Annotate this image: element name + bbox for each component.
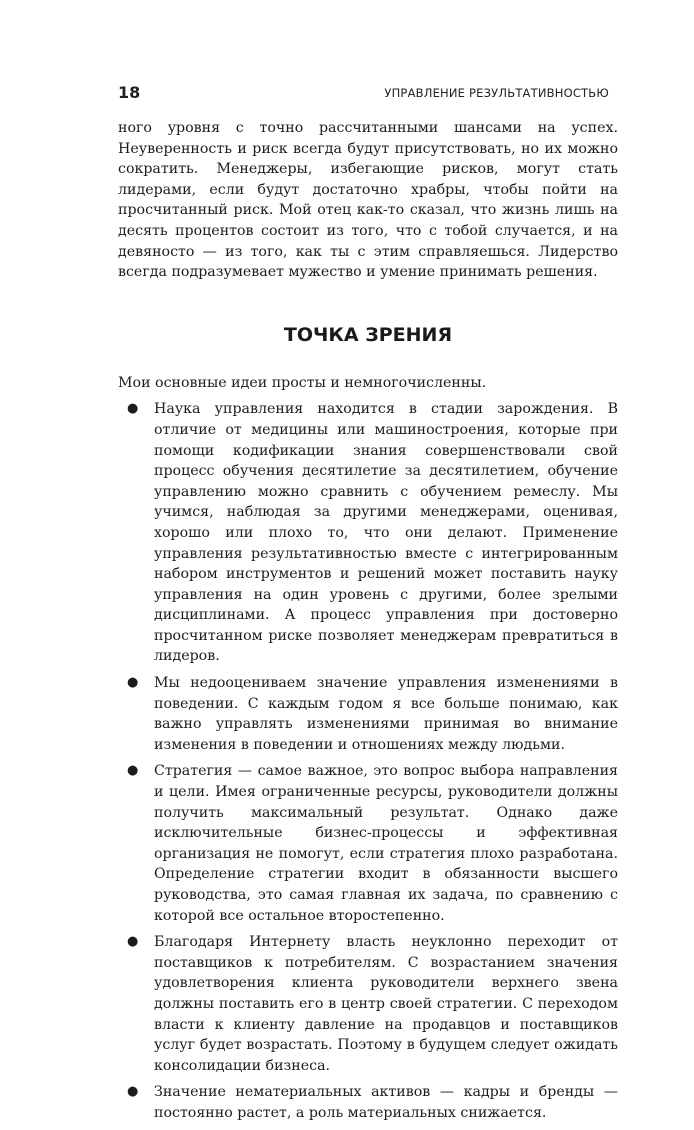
- section-heading: ТОЧКА ЗРЕНИЯ: [283, 323, 453, 346]
- bullet-icon: ●: [127, 1084, 139, 1100]
- bullet-icon: ●: [127, 934, 139, 950]
- list-item-text: Значение нематериальных активов — кадры и бренды — постоянно растет, а роль материальных снижается.: [154, 1084, 618, 1121]
- list-item: [118, 932, 618, 1076]
- running-title: УПРАВЛЕНИЕ РЕЗУЛЬТАТИВНОСТЬЮ: [384, 86, 609, 100]
- list-item-text: Благодаря Интернету власть неуклонно переходит от поставщиков к потребителям. С возрастанием значения удовлетворения клиента руководители верхнего звена должны поставить его в центр своей стратегии. С переходом власти к клиенту давление на продавцов и поставщиков услуг будет возрастать. Поэтому в будущем следует ожидать консолидации бизнеса.: [154, 934, 618, 1074]
- intro-paragraph: Мои основные идеи просты и немногочисленны.: [118, 374, 487, 391]
- bullet-icon: ●: [127, 675, 139, 691]
- opening-paragraph: ного уровня с точно рассчитанными шансами на успех. Неуверенность и риск всегда будут присутствовать, но их можно сократить. Менеджеры, избегающие рисков, могут стать лидерами, если будут достаточно храбры, чтобы пойти на просчитанный риск. Мой отец как-то сказал, что жизнь лишь на десять процентов состоит из того, что с тобой случается, и на девяносто — из того, как ты с этим справляешься. Лидерство всегда подразумевает мужество и умение принимать решения.: [118, 120, 618, 281]
- list-item-text: Стратегия — самое важное, это вопрос выбора направления и цели. Имея ограниченные ресурсы, руководители должны получить максимальный результат. Однако даже исключительные бизнес-процессы и эффективная организация не помогут, если стратегия плохо разработана. Определение стратегии входит в обязанности высшего руководства, это самая главная их задача, по сравнению с которой все остальное второстепенно.: [154, 763, 618, 924]
- list-item: [118, 673, 618, 755]
- list-item-text: Мы недооцениваем значение управления изменениями в поведении. С каждым годом я все больше понимаю, как важно управлять изменениями принимая во внимание изменения в поведении и отношениях между людьми.: [154, 675, 618, 753]
- bullet-list: [118, 399, 618, 1123]
- list-item-text: Наука управления находится в стадии зарождения. В отличие от медицины или машиностроения, которые при помощи кодификации знания совершенствовали свой процесс обучения десятилетие за десятилетием, обучение управлению можно сравнить с обучением ремеслу. Мы учимся, наблюдая за другими менеджерами, оценивая, хорошо или плохо то, что они делают. Применение управления результативностью вместе с интегрированным набором инструментов и решений может поставить науку управления на один уровень с другими, более зрелыми дисциплинами. А процесс управления при достоверно просчитанном риске позволяет менеджерам превратиться в лидеров.: [154, 401, 618, 665]
- page-number: 18: [118, 83, 141, 102]
- list-item: [118, 399, 618, 667]
- bullet-icon: ●: [127, 763, 139, 779]
- list-item: [118, 1082, 618, 1123]
- page-body: [118, 118, 618, 1130]
- list-item: [118, 761, 618, 926]
- bullet-icon: ●: [127, 401, 139, 417]
